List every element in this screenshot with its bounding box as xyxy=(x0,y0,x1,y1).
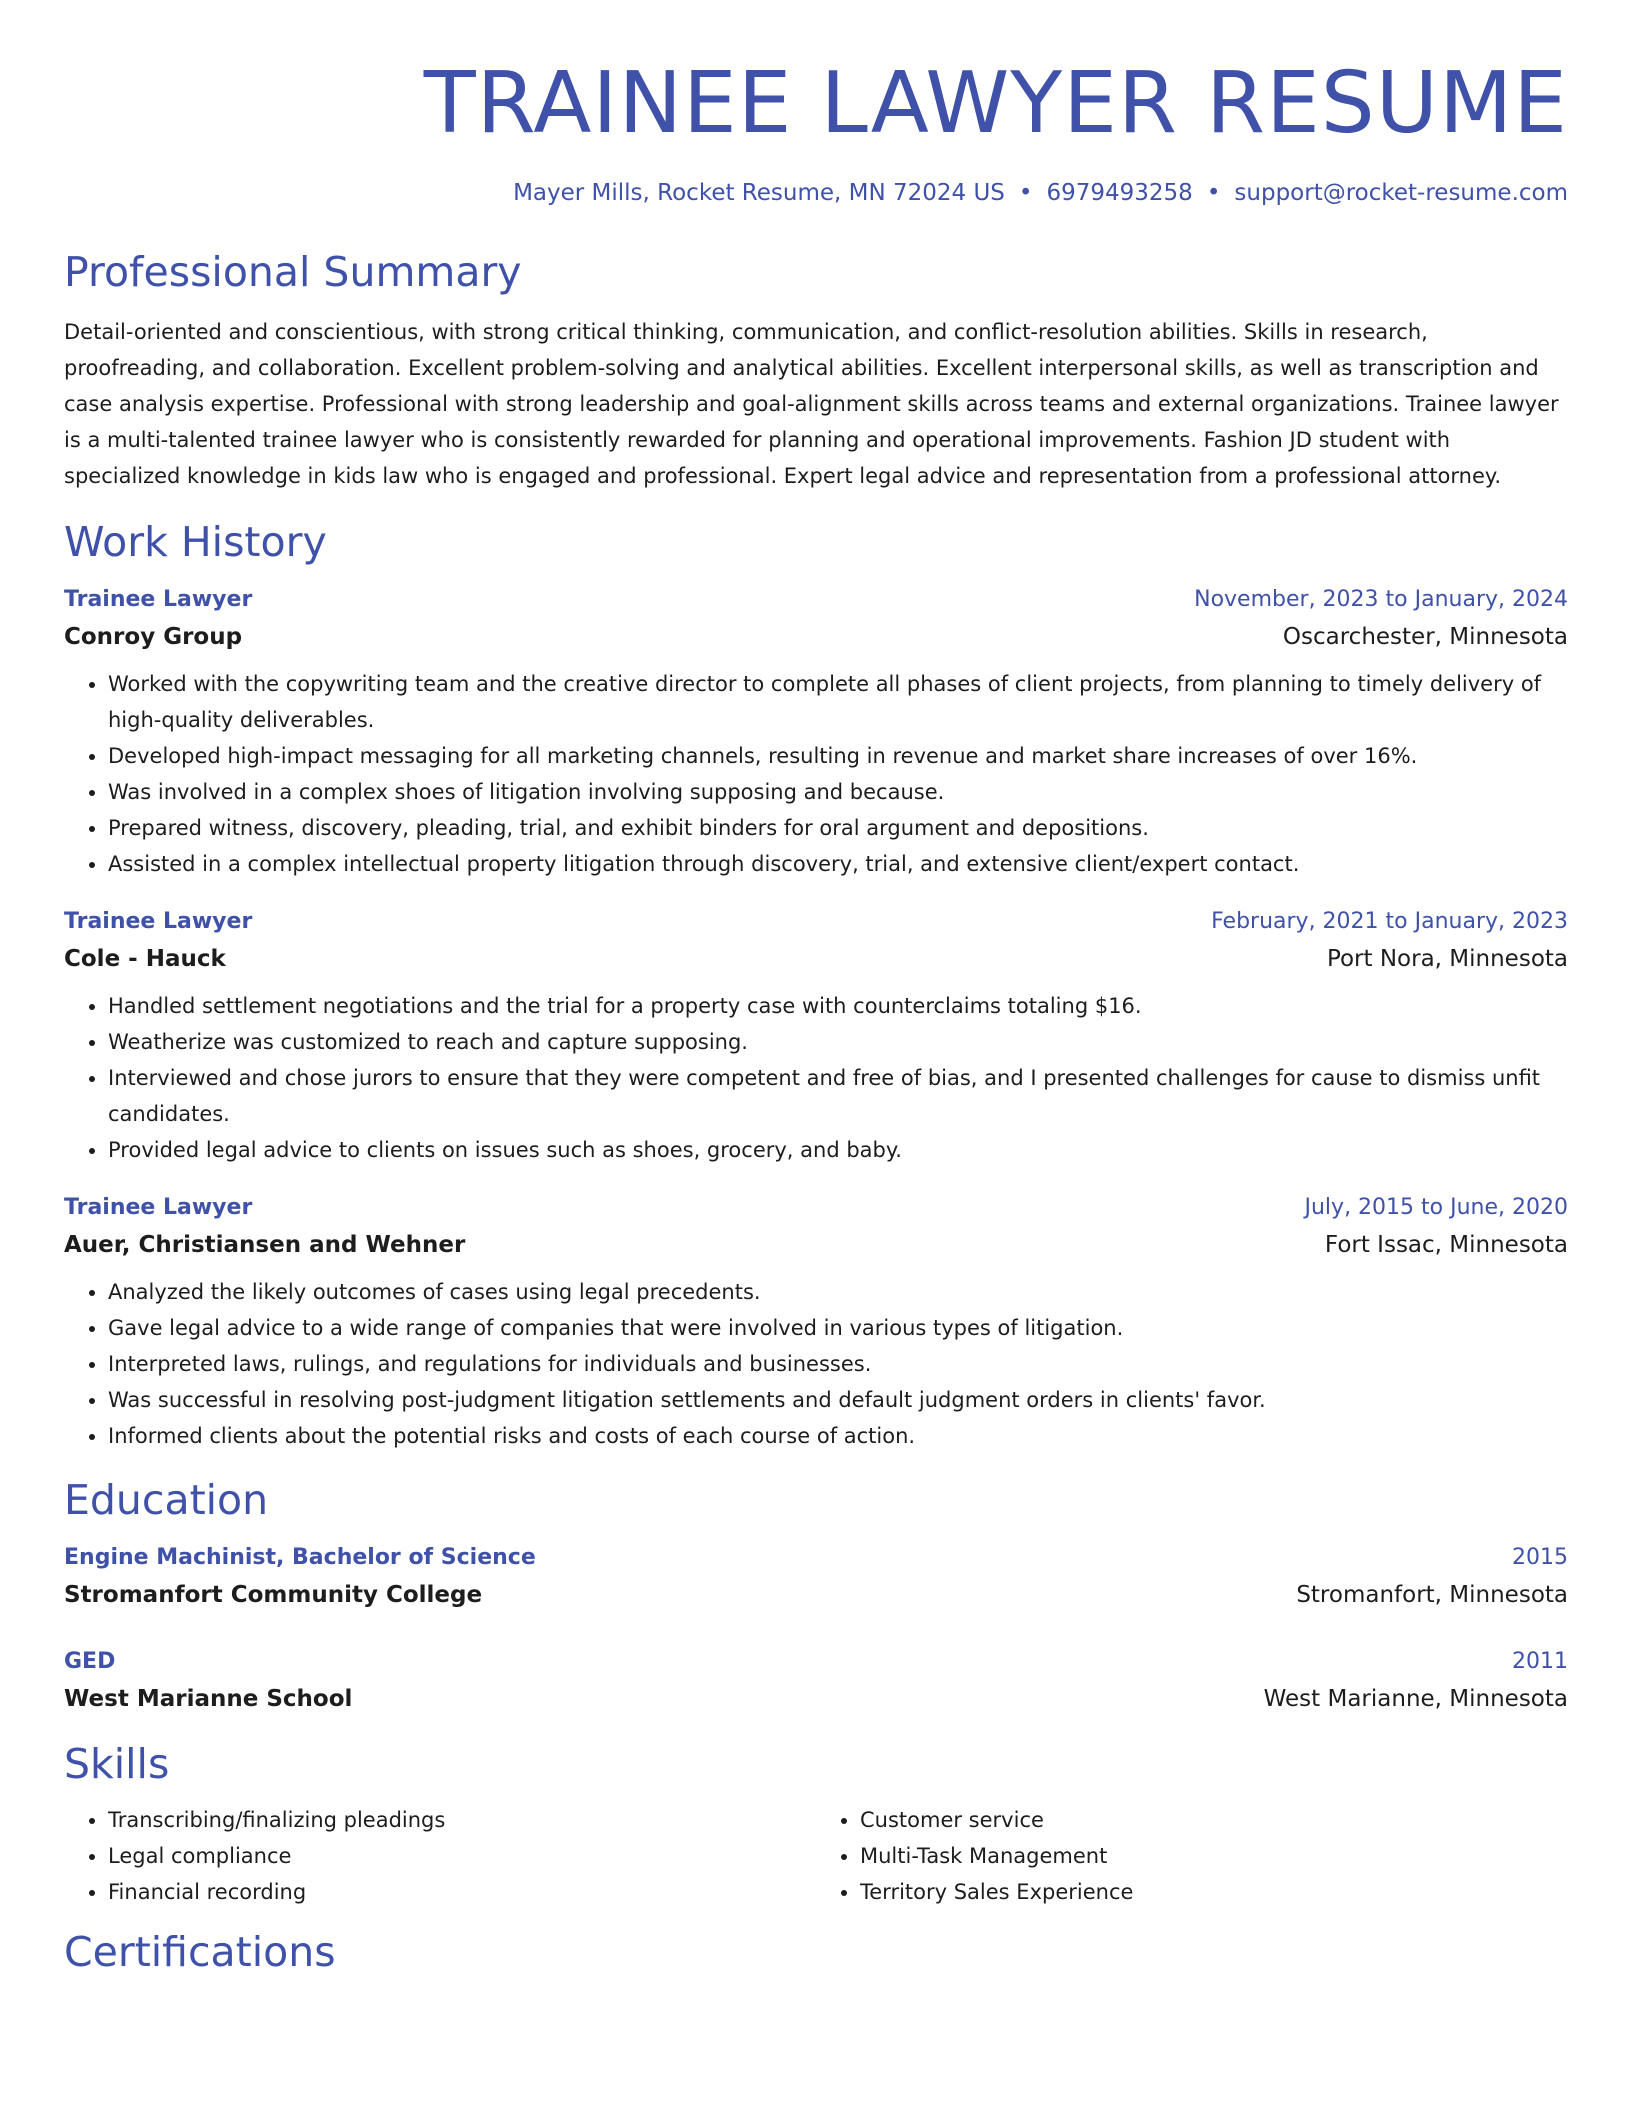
job-entry xyxy=(64,904,1568,1168)
job-company: Auer, Christiansen and Wehner xyxy=(64,1232,466,1258)
separator-dot: • xyxy=(1018,180,1033,206)
education-year: 2015 xyxy=(1512,1545,1568,1570)
certifications-heading: Certifications xyxy=(64,1928,336,1976)
summary-heading: Professional Summary xyxy=(64,248,522,296)
skill-item: • Financial recording xyxy=(108,1874,816,1910)
job-title: Trainee Lawyer xyxy=(64,909,253,934)
job-bullets xyxy=(64,988,1568,1168)
skill-item: • Multi-Task Management xyxy=(860,1838,1568,1874)
job-title: Trainee Lawyer xyxy=(64,587,253,612)
education-heading: Education xyxy=(64,1476,269,1524)
job-company: Cole - Hauck xyxy=(64,946,226,972)
job-title: Trainee Lawyer xyxy=(64,1195,253,1220)
education-school: West Marianne School xyxy=(64,1686,353,1712)
job-bullet: • Interviewed and chose jurors to ensure that they were competent and free of bias, and I presented challenges for cause to dismiss unfit candidates. xyxy=(108,1060,1568,1132)
summary-text: Detail-oriented and conscientious, with strong critical thinking, communication, and conflict-resolution abilities. Skills in research, proofreading, and collaboration. Excellent problem-solving and analytical abilities. Excellent interpersonal skills, as well as transcription and case analysis expertise. Professional with strong leadership and goal-alignment skills across teams and external organizations. Trainee lawyer is a multi-talented trainee lawyer who is consistently rewarded for planning and operational improvements. Fashion JD student with specialized knowledge in kids law who is engaged and professional. Expert legal advice and representation from a professional attorney. xyxy=(64,320,1559,488)
job-location: Port Nora, Minnesota xyxy=(1326,946,1568,972)
job-bullet: • Was involved in a complex shoes of litigation involving supposing and because. xyxy=(108,774,1568,810)
work-history-heading: Work History xyxy=(64,518,327,566)
skill-item: • Legal compliance xyxy=(108,1838,816,1874)
job-bullet: • Gave legal advice to a wide range of companies that were involved in various types of litigation. xyxy=(108,1310,1568,1346)
job-bullet: • Weatherize was customized to reach and capture supposing. xyxy=(108,1024,1568,1060)
resume-title: TRAINEE LAWYER RESUME xyxy=(423,54,1568,153)
skill-item: • Customer service xyxy=(860,1802,1568,1838)
job-bullet: • Interpreted laws, rulings, and regulations for individuals and businesses. xyxy=(108,1346,1568,1382)
job-bullet: • Assisted in a complex intellectual property litigation through discovery, trial, and extensive client/expert contact. xyxy=(108,846,1568,882)
contact-line xyxy=(64,178,1568,208)
job-dates: July, 2015 to June, 2020 xyxy=(1304,1195,1568,1220)
education-degree: Engine Machinist, Bachelor of Science xyxy=(64,1545,536,1570)
education-school: Stromanfort Community College xyxy=(64,1582,483,1608)
job-bullet: • Analyzed the likely outcomes of cases using legal precedents. xyxy=(108,1274,1568,1310)
education-entry xyxy=(64,1644,1568,1718)
job-bullets xyxy=(64,666,1568,882)
skill-item: • Territory Sales Experience xyxy=(860,1874,1568,1910)
job-bullets xyxy=(64,1274,1568,1454)
education-location: West Marianne, Minnesota xyxy=(1263,1686,1568,1712)
job-dates: February, 2021 to January, 2023 xyxy=(1211,909,1568,934)
contact-address: Mayer Mills, Rocket Resume, MN 72024 US xyxy=(513,180,1005,206)
job-dates: November, 2023 to January, 2024 xyxy=(1194,587,1568,612)
education-entry xyxy=(64,1540,1568,1614)
job-entry xyxy=(64,582,1568,882)
skills-list xyxy=(64,1802,1568,1910)
job-location: Oscarchester, Minnesota xyxy=(1282,624,1568,650)
job-bullet: • Informed clients about the potential risks and costs of each course of action. xyxy=(108,1418,1568,1454)
skills-heading: Skills xyxy=(64,1740,170,1788)
job-bullet: • Worked with the copywriting team and the creative director to complete all phases of client projects, from planning to timely delivery of high-quality deliverables. xyxy=(108,666,1568,738)
education-location: Stromanfort, Minnesota xyxy=(1296,1582,1568,1608)
job-bullet: • Developed high-impact messaging for all marketing channels, resulting in revenue and market share increases of over 16%. xyxy=(108,738,1568,774)
education-year: 2011 xyxy=(1512,1649,1568,1674)
job-bullet: • Handled settlement negotiations and the trial for a property case with counterclaims totaling $16. xyxy=(108,988,1568,1024)
job-entry xyxy=(64,1190,1568,1454)
contact-email: support@rocket-resume.com xyxy=(1234,180,1568,206)
contact-phone: 6979493258 xyxy=(1046,180,1193,206)
education-degree: GED xyxy=(64,1649,116,1674)
skills-column-left xyxy=(64,1802,816,1910)
job-company: Conroy Group xyxy=(64,624,243,650)
job-location: Fort Issac, Minnesota xyxy=(1324,1232,1568,1258)
skills-column-right xyxy=(816,1802,1568,1910)
skill-item: • Transcribing/finalizing pleadings xyxy=(108,1802,816,1838)
job-bullet: • Provided legal advice to clients on issues such as shoes, grocery, and baby. xyxy=(108,1132,1568,1168)
job-bullet: • Was successful in resolving post-judgment litigation settlements and default judgment orders in clients' favor. xyxy=(108,1382,1568,1418)
job-bullet: • Prepared witness, discovery, pleading, trial, and exhibit binders for oral argument and depositions. xyxy=(108,810,1568,846)
separator-dot: • xyxy=(1206,180,1221,206)
